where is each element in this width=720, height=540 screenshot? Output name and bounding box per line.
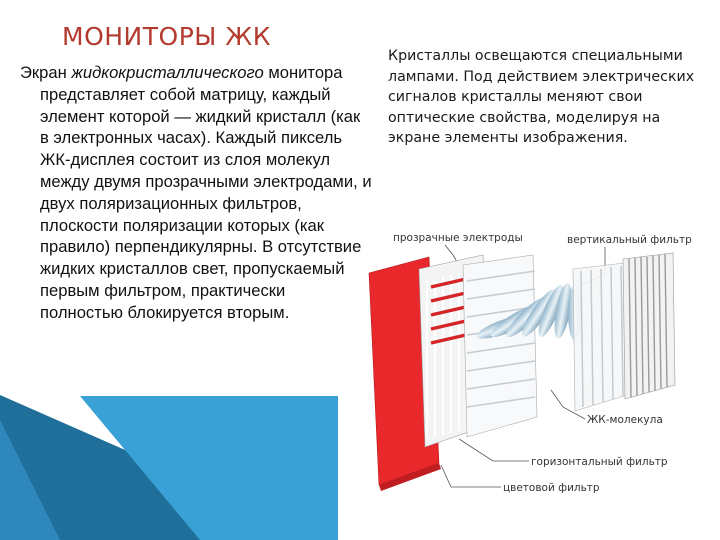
lcd-layers-diagram <box>343 225 713 537</box>
right-paragraph: Кристаллы освещаются специальными лампами. Под действием электрических сигналов кристаллы меняют свои оптические свойства, моделируя на экране элементы изображения. <box>388 48 695 147</box>
label-transparent-electrodes: прозрачные электроды <box>393 232 523 244</box>
electrode-grid-panel-2 <box>573 263 627 411</box>
electrode-grid-panel <box>463 255 537 437</box>
label-color-filter: цветовой фильтр <box>503 482 600 494</box>
slide-title: МОНИТОРЫ ЖК <box>62 22 271 51</box>
left-text-rest: монитора представляет собой матрицу, каждый элемент которой — жидкий кристалл (как в электронных часах). Каждый пиксель ЖК-дисплея состоит из слоя молекул между двумя прозрачными электродами, и двух поляризационных фильтров, плоскости поляризации которых (как правило) перпендикулярны. В отсутствие жидких кристаллов свет, пропускаемый первым фильтром, практически полностью блокируется вторым. <box>40 63 372 322</box>
label-horizontal-filter: горизонтальный фильтр <box>531 456 668 468</box>
left-text-italic: жидкокристаллического <box>71 63 264 82</box>
label-lc-molecule: ЖК-молекула <box>587 414 663 426</box>
vertical-filter-panel <box>623 253 675 399</box>
label-vertical-filter: вертикальный фильтр <box>567 234 692 246</box>
left-paragraph <box>20 62 372 324</box>
left-text-prefix: Экран <box>20 63 72 82</box>
